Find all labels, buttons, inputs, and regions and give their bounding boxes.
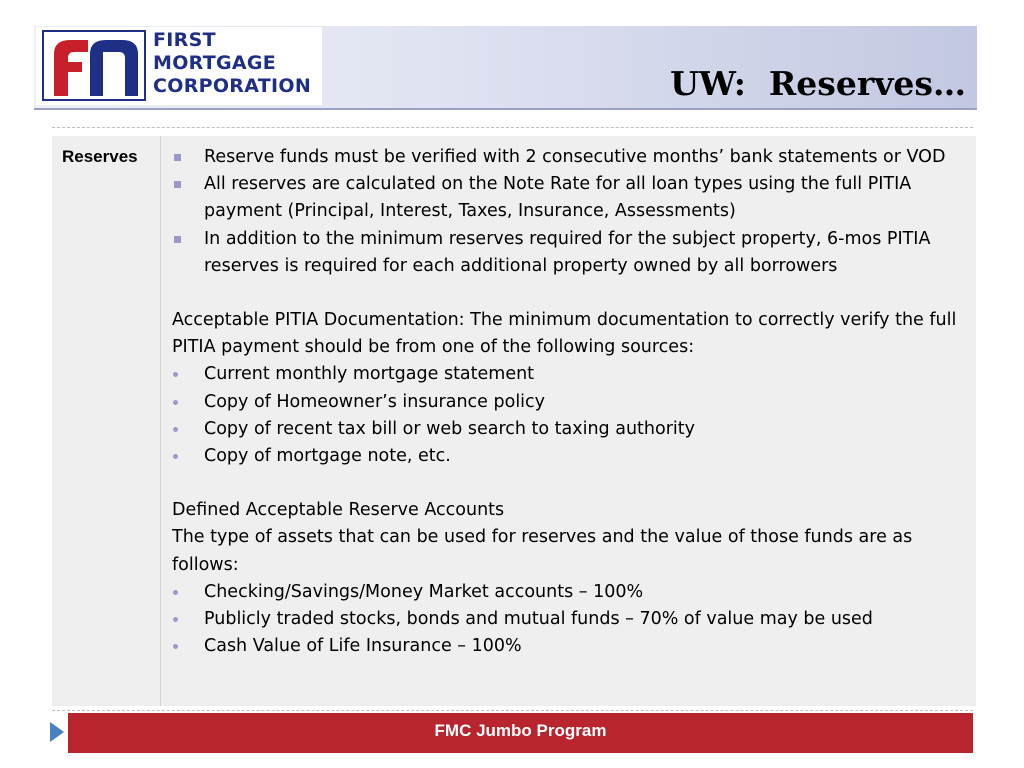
account-item-3: Cash Value of Life Insurance – 100%	[172, 633, 962, 660]
accounts-intro: The type of assets that can be used for reserves and the value of those funds are as follows:	[172, 527, 913, 575]
logo-line-2: MORTGAGE	[153, 52, 277, 74]
pitia-source-3: Copy of recent tax bill or web search to taxing authority	[172, 416, 962, 443]
logo-emblem	[42, 30, 146, 101]
company-logo	[36, 27, 322, 105]
accounts-heading: Defined Acceptable Reserve Accounts	[172, 500, 505, 521]
bottom-dashed-divider	[52, 710, 973, 711]
primary-bullet-2: All reserves are calculated on the Note Rate for all loan types using the full PITIA payment (Principal, Interest, Taxes, Insurance, Assessments)	[172, 171, 962, 225]
footer-bar	[68, 713, 973, 753]
account-item-1: Checking/Savings/Money Market accounts – 100%	[172, 579, 962, 606]
primary-bullet-1: Reserve funds must be verified with 2 consecutive months’ bank statements or VOD	[172, 144, 962, 171]
spacer	[172, 470, 962, 497]
logo-wordmark	[153, 29, 323, 98]
account-item-2: Publicly traded stocks, bonds and mutual funds – 70% of value may be used	[172, 606, 962, 633]
pitia-source-1: Current monthly mortgage statement	[172, 361, 962, 388]
spacer	[172, 280, 962, 307]
footer-text: FMC Jumbo Program	[434, 721, 607, 740]
logo-mark-icon	[44, 32, 144, 99]
pitia-source-2: Copy of Homeowner’s insurance policy	[172, 389, 962, 416]
account-list	[172, 579, 962, 661]
primary-bullet-list	[172, 144, 962, 280]
slide-title: UW: Reserves…	[670, 64, 966, 103]
logo-line-1: FIRST	[153, 29, 216, 51]
content-panel	[52, 136, 976, 706]
header-divider	[34, 108, 977, 110]
pitia-source-4: Copy of mortgage note, etc.	[172, 443, 962, 470]
pitia-source-list	[172, 361, 962, 470]
content-cell	[172, 144, 962, 660]
footer-arrow-icon	[50, 722, 64, 742]
pitia-intro: Acceptable PITIA Documentation: The minimum documentation to correctly verify the full PITIA payment should be from one of the following sources:	[172, 310, 957, 358]
primary-bullet-3: In addition to the minimum reserves required for the subject property, 6-mos PITIA reserves is required for each additional property owned by all borrowers	[172, 226, 962, 280]
logo-line-3: CORPORATION	[153, 75, 312, 97]
row-label-cell	[52, 136, 161, 706]
row-label: Reserves	[62, 147, 138, 166]
top-dashed-divider	[52, 127, 973, 128]
